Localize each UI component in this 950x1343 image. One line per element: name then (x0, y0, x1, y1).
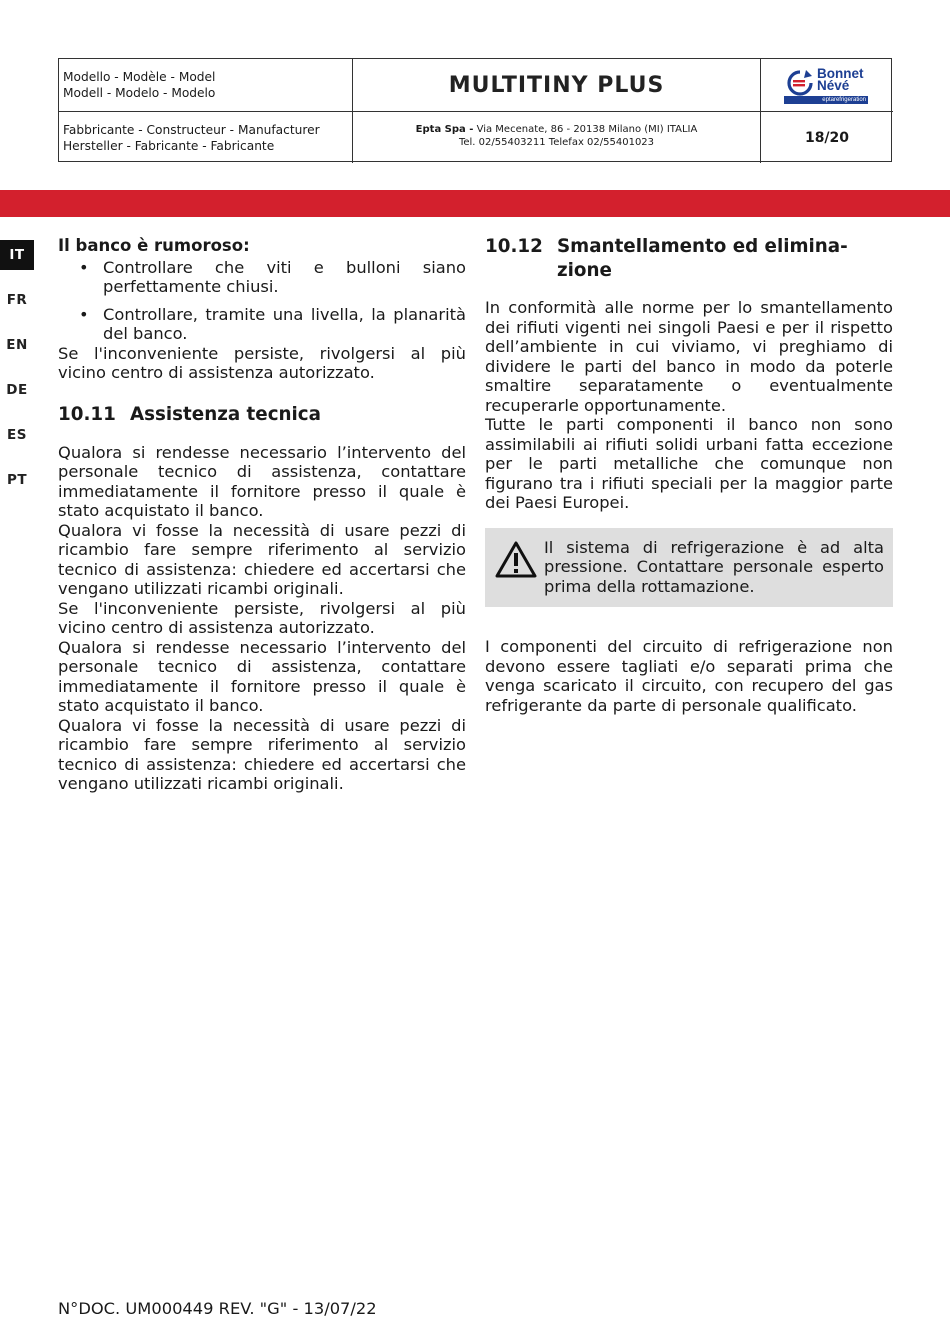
lang-tab-it[interactable]: IT (0, 240, 34, 270)
section-heading-10-12 (485, 235, 893, 283)
noisy-counter-title: Il banco è rumoroso: (58, 236, 250, 255)
company-info (353, 112, 761, 163)
section-title (557, 235, 848, 283)
company-phone: Tel. 02/55403211 Telefax 02/55401023 (458, 136, 655, 148)
paragraph: Qualora vi fosse la necessità di usare pezzi di ricambio fare sempre riferimento al servizio tecnico di assistenza: chiedere ed accertarsi che vengano utilizzati ricambi originali. (58, 715, 466, 793)
lang-tab-de[interactable]: DE (6, 382, 28, 398)
manufacturer-label-line: Fabbricante - Constructeur - Manufacturer (63, 123, 320, 137)
manufacturer-label-line: Hersteller - Fabricante - Fabricante (63, 139, 275, 153)
bullet-item: • Controllare, tramite una livella, la planarità del banco. (58, 305, 466, 344)
section-title-line: Smantellamento ed elimina- (557, 236, 848, 257)
document-number-footer: N°DOC. UM000449 REV. "G" - 13/07/22 (58, 1299, 377, 1318)
warning-text: Il sistema di refrigerazione è ad alta pressione. Contattare personale esperto prima della rottamazione. (544, 537, 884, 596)
section-number: 10.11 (58, 403, 116, 425)
document-header (58, 58, 892, 162)
lang-tab-en[interactable]: EN (6, 337, 28, 353)
lang-tab-es[interactable]: ES (7, 427, 27, 443)
model-label-line: Modell - Modelo - Modelo (63, 86, 216, 100)
warning-box (485, 528, 893, 608)
bonnet-neve-logo (784, 65, 870, 105)
section-number: 10.12 (485, 236, 543, 257)
paragraph: I componenti del circuito di refrigerazione non devono essere tagliati e/o separati prima che venga scaricato il circuito, con recupero del gas refrigerante da parte di personale qualificato. (485, 637, 893, 715)
paragraph: Qualora vi fosse la necessità di usare pezzi di ricambio fare sempre riferimento al servizio tecnico di assistenza: chiedere ed accertarsi che vengano utilizzati ricambi originali. (58, 520, 466, 598)
paragraph: Se l'inconveniente persiste, rivolgersi al più vicino centro di assistenza autorizzato. (58, 598, 466, 637)
paragraph: Qualora si rendesse necessario l’intervento del personale tecnico di assistenza, contattare immediatamente il fornitore presso il quale è stato acquistato il banco. (58, 442, 466, 520)
section-title-line: zione (557, 260, 612, 281)
company-address: Via Mecenate, 86 - 20138 Milano (MI) ITALIA (473, 124, 698, 135)
section-title: Assistenza tecnica (130, 403, 321, 425)
model-label-line: Modello - Modèle - Model (63, 70, 216, 84)
warning-triangle-icon (494, 538, 544, 597)
company-address-line (353, 124, 760, 137)
bullet-item: • Controllare che viti e bulloni siano perfettamente chiusi. (58, 258, 466, 297)
page-number: 18/20 (804, 129, 850, 146)
paragraph: Tutte le parti componenti il banco non sono assimilabili ai rifiuti solidi urbani fatta eccezione per le parti metalliche che comunque non figurano tra i rifiuti speciali per la maggior parte dei Paesi Europei. (485, 415, 893, 512)
logo-swirl-icon (784, 69, 816, 97)
company-name: Epta Spa - (415, 124, 474, 135)
section-heading-10-11 (58, 403, 466, 427)
model-name: MULTITINY PLUS (353, 59, 761, 112)
model-label-cell (59, 59, 353, 112)
logo-tagline: eptarefrigeration (784, 96, 868, 104)
logo-text-bonnet: Bonnet (817, 66, 864, 81)
left-column (58, 235, 466, 794)
paragraph: Se l'inconveniente persiste, rivolgersi al più vicino centro di assistenza autorizzato. (58, 343, 466, 382)
logo-text-neve: Névé (817, 78, 850, 93)
right-column (485, 235, 893, 715)
paragraph: In conformità alle norme per lo smantellamento dei rifiuti vigenti nei singoli Paesi e per il rispetto dell’ambiente in cui viviamo, vi preghiamo di dividere le parti del banco in modo da poterle smaltire separatamente o eventualmente recuperarle opportunamente. (485, 298, 893, 415)
lang-tab-pt[interactable]: PT (6, 472, 28, 488)
brand-logo-cell (761, 59, 893, 112)
language-sidebar (0, 240, 34, 510)
accent-band (0, 190, 950, 217)
paragraph: Qualora si rendesse necessario l’intervento del personale tecnico di assistenza, contattare immediatamente il fornitore presso il quale è stato acquistato il banco. (58, 637, 466, 715)
manufacturer-label-cell (59, 112, 353, 163)
lang-tab-fr[interactable]: FR (6, 292, 28, 308)
